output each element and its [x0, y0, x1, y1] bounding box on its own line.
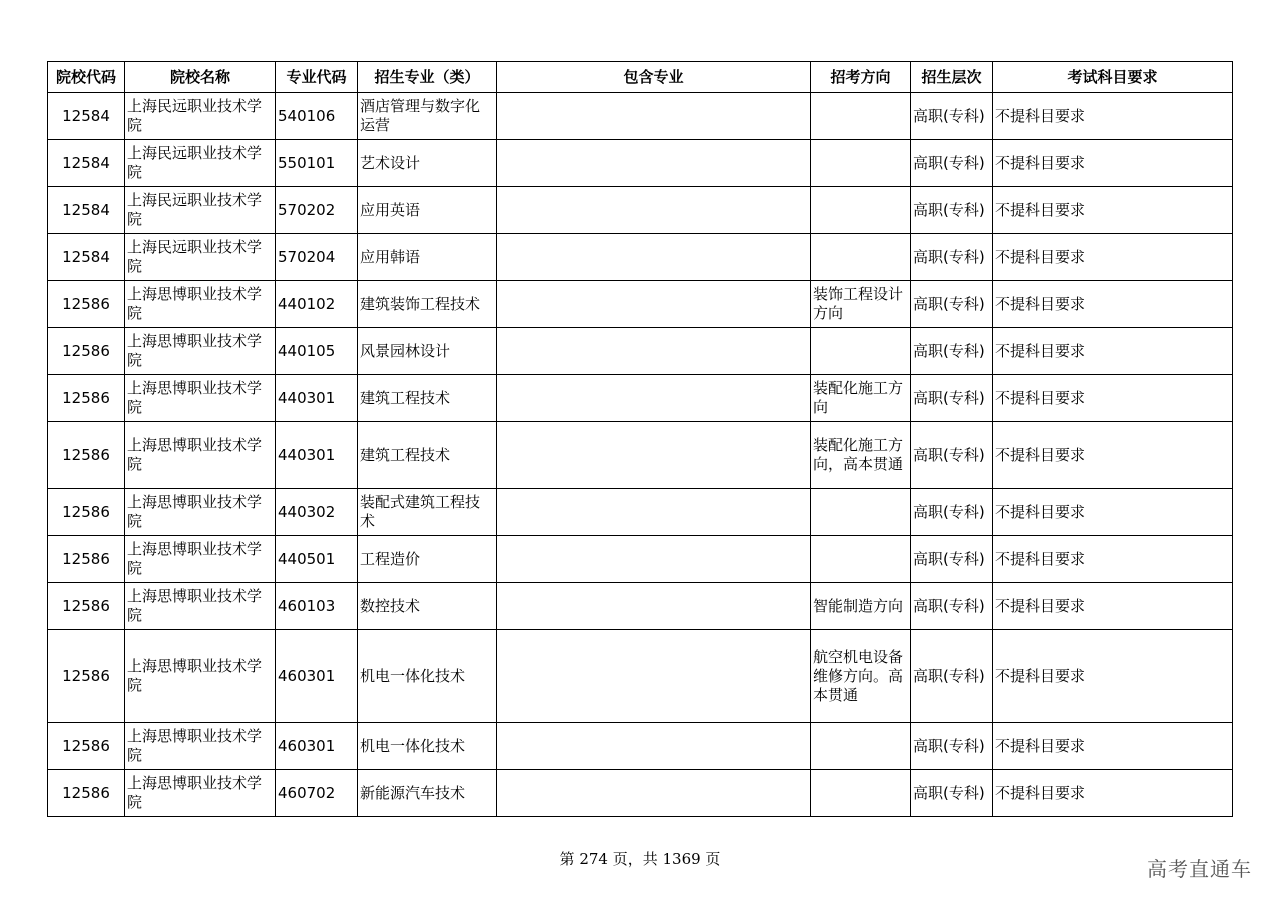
subject-requirement-cell: 不提科目要求: [993, 328, 1233, 375]
table-row: [48, 536, 1233, 583]
included-majors-cell: [497, 375, 811, 422]
major-cell: 建筑工程技术: [358, 375, 497, 422]
subject-requirement-cell: 不提科目要求: [993, 234, 1233, 281]
table-row: [48, 489, 1233, 536]
level-cell: 高职(专科): [911, 536, 993, 583]
major-cell: 应用韩语: [358, 234, 497, 281]
direction-cell: [811, 93, 911, 140]
school-code-cell: 12586: [48, 630, 125, 723]
school-code-cell: 12586: [48, 536, 125, 583]
subject-requirement-cell: 不提科目要求: [993, 281, 1233, 328]
included-majors-cell: [497, 93, 811, 140]
included-majors-cell: [497, 770, 811, 817]
major-cell: 建筑工程技术: [358, 422, 497, 489]
major-cell: 酒店管理与数字化运营: [358, 93, 497, 140]
level-cell: 高职(专科): [911, 140, 993, 187]
level-cell: 高职(专科): [911, 281, 993, 328]
school-code-cell: 12586: [48, 489, 125, 536]
major-cell: 艺术设计: [358, 140, 497, 187]
major-cell: 工程造价: [358, 536, 497, 583]
school-name-cell: 上海民远职业技术学院: [125, 93, 276, 140]
major-code-cell: 540106: [276, 93, 358, 140]
school-code-cell: 12586: [48, 375, 125, 422]
direction-cell: [811, 328, 911, 375]
major-code-cell: 460301: [276, 723, 358, 770]
table-row: [48, 234, 1233, 281]
level-cell: 高职(专科): [911, 234, 993, 281]
included-majors-cell: [497, 328, 811, 375]
school-code-cell: 12584: [48, 234, 125, 281]
major-code-cell: 440302: [276, 489, 358, 536]
direction-cell: 装配化施工方向，高本贯通: [811, 422, 911, 489]
direction-cell: [811, 140, 911, 187]
major-cell: 建筑装饰工程技术: [358, 281, 497, 328]
major-code-cell: 440301: [276, 375, 358, 422]
table-row: [48, 281, 1233, 328]
level-cell: 高职(专科): [911, 375, 993, 422]
school-name-cell: 上海思博职业技术学院: [125, 328, 276, 375]
major-code-cell: 570204: [276, 234, 358, 281]
level-cell: 高职(专科): [911, 770, 993, 817]
major-code-cell: 460301: [276, 630, 358, 723]
school-code-cell: 12586: [48, 422, 125, 489]
major-code-cell: 460702: [276, 770, 358, 817]
level-cell: 高职(专科): [911, 93, 993, 140]
major-code-cell: 440102: [276, 281, 358, 328]
direction-cell: 智能制造方向: [811, 583, 911, 630]
major-cell: 新能源汽车技术: [358, 770, 497, 817]
table-row: [48, 723, 1233, 770]
subject-requirement-cell: 不提科目要求: [993, 630, 1233, 723]
table-row: [48, 93, 1233, 140]
level-cell: 高职(专科): [911, 489, 993, 536]
school-code-cell: 12586: [48, 770, 125, 817]
table-row: [48, 375, 1233, 422]
table-row: [48, 770, 1233, 817]
included-majors-cell: [497, 536, 811, 583]
level-cell: 高职(专科): [911, 723, 993, 770]
school-name-cell: 上海民远职业技术学院: [125, 234, 276, 281]
school-name-cell: 上海思博职业技术学院: [125, 630, 276, 723]
subject-requirement-cell: 不提科目要求: [993, 187, 1233, 234]
header-school-name: 院校名称: [125, 62, 276, 93]
admissions-table: [47, 61, 1233, 817]
school-name-cell: 上海思博职业技术学院: [125, 489, 276, 536]
major-code-cell: 570202: [276, 187, 358, 234]
included-majors-cell: [497, 583, 811, 630]
major-code-cell: 440105: [276, 328, 358, 375]
major-code-cell: 440301: [276, 422, 358, 489]
included-majors-cell: [497, 630, 811, 723]
subject-requirement-cell: 不提科目要求: [993, 583, 1233, 630]
school-name-cell: 上海思博职业技术学院: [125, 583, 276, 630]
subject-requirement-cell: 不提科目要求: [993, 536, 1233, 583]
major-cell: 数控技术: [358, 583, 497, 630]
school-name-cell: 上海思博职业技术学院: [125, 281, 276, 328]
direction-cell: [811, 187, 911, 234]
direction-cell: [811, 723, 911, 770]
school-name-cell: 上海思博职业技术学院: [125, 375, 276, 422]
header-major: 招生专业（类）: [358, 62, 497, 93]
page-number-footer: 第 274 页，共 1369 页: [559, 850, 721, 868]
school-code-cell: 12586: [48, 583, 125, 630]
subject-requirement-cell: 不提科目要求: [993, 422, 1233, 489]
level-cell: 高职(专科): [911, 422, 993, 489]
school-code-cell: 12586: [48, 723, 125, 770]
school-code-cell: 12584: [48, 140, 125, 187]
header-major-code: 专业代码: [276, 62, 358, 93]
school-name-cell: 上海民远职业技术学院: [125, 140, 276, 187]
header-direction: 招考方向: [811, 62, 911, 93]
table-row: [48, 140, 1233, 187]
subject-requirement-cell: 不提科目要求: [993, 140, 1233, 187]
major-cell: 装配式建筑工程技术: [358, 489, 497, 536]
included-majors-cell: [497, 187, 811, 234]
level-cell: 高职(专科): [911, 328, 993, 375]
school-name-cell: 上海思博职业技术学院: [125, 723, 276, 770]
direction-cell: [811, 536, 911, 583]
direction-cell: [811, 770, 911, 817]
table-row: [48, 328, 1233, 375]
level-cell: 高职(专科): [911, 630, 993, 723]
header-included-majors: 包含专业: [497, 62, 811, 93]
school-name-cell: 上海民远职业技术学院: [125, 187, 276, 234]
major-cell: 机电一体化技术: [358, 723, 497, 770]
subject-requirement-cell: 不提科目要求: [993, 770, 1233, 817]
direction-cell: [811, 489, 911, 536]
table-row: [48, 187, 1233, 234]
included-majors-cell: [497, 281, 811, 328]
major-cell: 风景园林设计: [358, 328, 497, 375]
included-majors-cell: [497, 234, 811, 281]
subject-requirement-cell: 不提科目要求: [993, 93, 1233, 140]
major-code-cell: 440501: [276, 536, 358, 583]
major-code-cell: 550101: [276, 140, 358, 187]
school-code-cell: 12584: [48, 93, 125, 140]
included-majors-cell: [497, 140, 811, 187]
school-name-cell: 上海思博职业技术学院: [125, 536, 276, 583]
major-cell: 机电一体化技术: [358, 630, 497, 723]
header-level: 招生层次: [911, 62, 993, 93]
subject-requirement-cell: 不提科目要求: [993, 723, 1233, 770]
level-cell: 高职(专科): [911, 187, 993, 234]
major-cell: 应用英语: [358, 187, 497, 234]
school-code-cell: 12586: [48, 328, 125, 375]
direction-cell: 航空机电设备维修方向。高本贯通: [811, 630, 911, 723]
direction-cell: [811, 234, 911, 281]
watermark-text: 高考直通车: [1147, 857, 1252, 881]
table-row: [48, 422, 1233, 489]
major-code-cell: 460103: [276, 583, 358, 630]
direction-cell: 装饰工程设计方向: [811, 281, 911, 328]
direction-cell: 装配化施工方向: [811, 375, 911, 422]
school-code-cell: 12584: [48, 187, 125, 234]
level-cell: 高职(专科): [911, 583, 993, 630]
table-row: [48, 583, 1233, 630]
included-majors-cell: [497, 489, 811, 536]
header-school-code: 院校代码: [48, 62, 125, 93]
included-majors-cell: [497, 422, 811, 489]
table-header-row: [48, 62, 1233, 93]
subject-requirement-cell: 不提科目要求: [993, 375, 1233, 422]
header-subject-requirement: 考试科目要求: [993, 62, 1233, 93]
included-majors-cell: [497, 723, 811, 770]
table-row: [48, 630, 1233, 723]
school-name-cell: 上海思博职业技术学院: [125, 770, 276, 817]
school-code-cell: 12586: [48, 281, 125, 328]
school-name-cell: 上海思博职业技术学院: [125, 422, 276, 489]
subject-requirement-cell: 不提科目要求: [993, 489, 1233, 536]
